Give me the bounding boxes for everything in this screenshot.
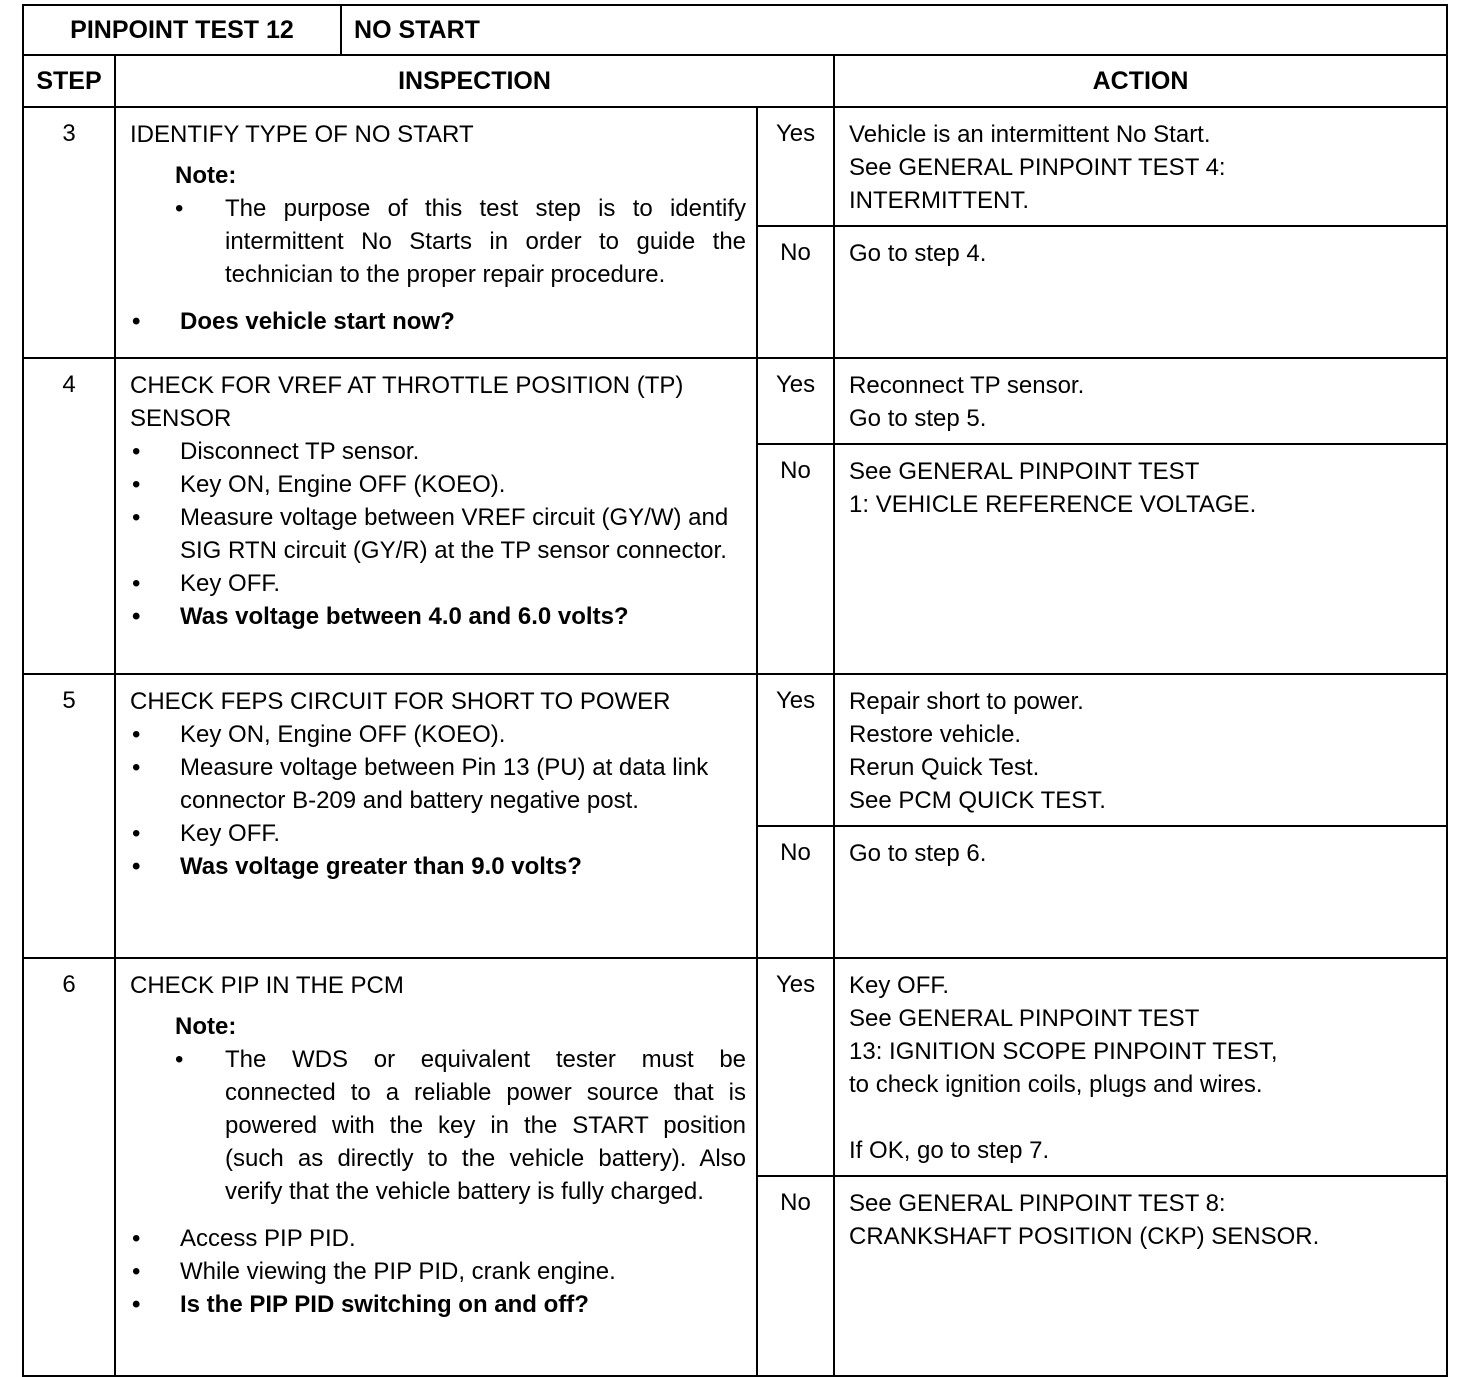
step-heading: IDENTIFY TYPE OF NO START — [130, 121, 474, 148]
action-line: Go to step 6. — [849, 840, 987, 867]
table-row — [23, 358, 1447, 444]
note-label: Note: — [175, 162, 237, 189]
action-line: Restore vehicle. — [849, 721, 1022, 748]
bullet-item: • Key ON, Engine OFF (KOEO). — [130, 718, 746, 751]
action-line: INTERMITTENT. — [849, 187, 1030, 214]
yes-action — [834, 674, 1447, 826]
yes-action — [834, 958, 1447, 1176]
title-row — [23, 5, 1447, 55]
no-action — [834, 1176, 1447, 1376]
bullet-item: • Measure voltage between Pin 13 (PU) at data link connector B-209 and battery negative post. — [130, 751, 746, 817]
step-number: 4 — [23, 358, 115, 674]
bullet-item: • Key ON, Engine OFF (KOEO). — [130, 468, 746, 501]
bullet-list — [130, 1222, 746, 1321]
bullet-list — [130, 305, 746, 338]
yes-action — [834, 107, 1447, 226]
yes-action — [834, 358, 1447, 444]
bullet-item: • Measure voltage between VREF circuit (GY/W) and SIG RTN circuit (GY/R) at the TP sensor connector. — [130, 501, 746, 567]
yes-label: Yes — [757, 107, 834, 226]
action-line: Vehicle is an intermittent No Start. — [849, 121, 1211, 148]
no-action — [834, 226, 1447, 358]
pinpoint-test-table — [22, 4, 1448, 1377]
action-line: Repair short to power. — [849, 688, 1084, 715]
bullet-item: • Key OFF. — [130, 567, 746, 600]
action-line: 13: IGNITION SCOPE PINPOINT TEST, — [849, 1038, 1278, 1065]
action-line: See PCM QUICK TEST. — [849, 787, 1106, 814]
inspection-cell — [115, 958, 757, 1376]
question: • Does vehicle start now? — [130, 305, 746, 338]
action-line: See GENERAL PINPOINT TEST 4: — [849, 154, 1226, 181]
no-label: No — [757, 226, 834, 358]
no-action — [834, 444, 1447, 674]
bullet-list — [130, 435, 746, 633]
question: • Was voltage greater than 9.0 volts? — [130, 850, 746, 883]
action-line: See GENERAL PINPOINT TEST 8: — [849, 1190, 1226, 1217]
step-heading: CHECK FOR VREF AT THROTTLE POSITION (TP) SENSOR — [130, 372, 684, 432]
inspection-cell — [115, 674, 757, 958]
note-list — [130, 1043, 746, 1208]
action-line: 1: VEHICLE REFERENCE VOLTAGE. — [849, 491, 1257, 518]
step-heading: CHECK PIP IN THE PCM — [130, 972, 404, 999]
action-line: to check ignition coils, plugs and wires. — [849, 1071, 1263, 1098]
bullet-list — [130, 718, 746, 883]
action-line: Reconnect TP sensor. — [849, 372, 1085, 399]
table-row — [23, 107, 1447, 226]
no-label: No — [757, 826, 834, 958]
action-line: See GENERAL PINPOINT TEST — [849, 1005, 1200, 1032]
note-text: • The WDS or equivalent tester must be connected to a reliable power source that is powered with the key in the START position (such as directly to the vehicle battery). Also verify that the vehicle battery is fully charged. — [175, 1043, 746, 1208]
inspection-header: INSPECTION — [115, 55, 834, 107]
test-number: PINPOINT TEST 12 — [23, 5, 341, 55]
table-row — [23, 958, 1447, 1176]
question: • Is the PIP PID switching on and off? — [130, 1288, 746, 1321]
inspection-cell — [115, 107, 757, 358]
action-line: Go to step 5. — [849, 405, 987, 432]
test-name: NO START — [341, 5, 1447, 55]
table-row — [23, 674, 1447, 826]
step-number: 6 — [23, 958, 115, 1376]
yes-label: Yes — [757, 674, 834, 826]
bullet-item: • Disconnect TP sensor. — [130, 435, 746, 468]
step-number: 5 — [23, 674, 115, 958]
no-label: No — [757, 1176, 834, 1376]
question: • Was voltage between 4.0 and 6.0 volts? — [130, 600, 746, 633]
bullet-item: • While viewing the PIP PID, crank engine. — [130, 1255, 746, 1288]
step-header: STEP — [23, 55, 115, 107]
no-label: No — [757, 444, 834, 674]
action-line: See GENERAL PINPOINT TEST — [849, 458, 1200, 485]
action-line: Rerun Quick Test. — [849, 754, 1040, 781]
action-line: Key OFF. — [849, 972, 950, 999]
note-label: Note: — [175, 1013, 237, 1040]
yes-label: Yes — [757, 958, 834, 1176]
action-line: If OK, go to step 7. — [849, 1137, 1050, 1164]
step-number: 3 — [23, 107, 115, 358]
note-text: • The purpose of this test step is to identify intermittent No Starts in order to guide the technician to the proper repair procedure. — [175, 192, 746, 291]
step-heading: CHECK FEPS CIRCUIT FOR SHORT TO POWER — [130, 688, 671, 715]
action-line: Go to step 4. — [849, 240, 987, 267]
bullet-item: • Key OFF. — [130, 817, 746, 850]
header-row — [23, 55, 1447, 107]
note-list — [130, 192, 746, 291]
yes-label: Yes — [757, 358, 834, 444]
no-action — [834, 826, 1447, 958]
inspection-cell — [115, 358, 757, 674]
bullet-item: • Access PIP PID. — [130, 1222, 746, 1255]
action-line: CRANKSHAFT POSITION (CKP) SENSOR. — [849, 1223, 1320, 1250]
action-header: ACTION — [834, 55, 1447, 107]
